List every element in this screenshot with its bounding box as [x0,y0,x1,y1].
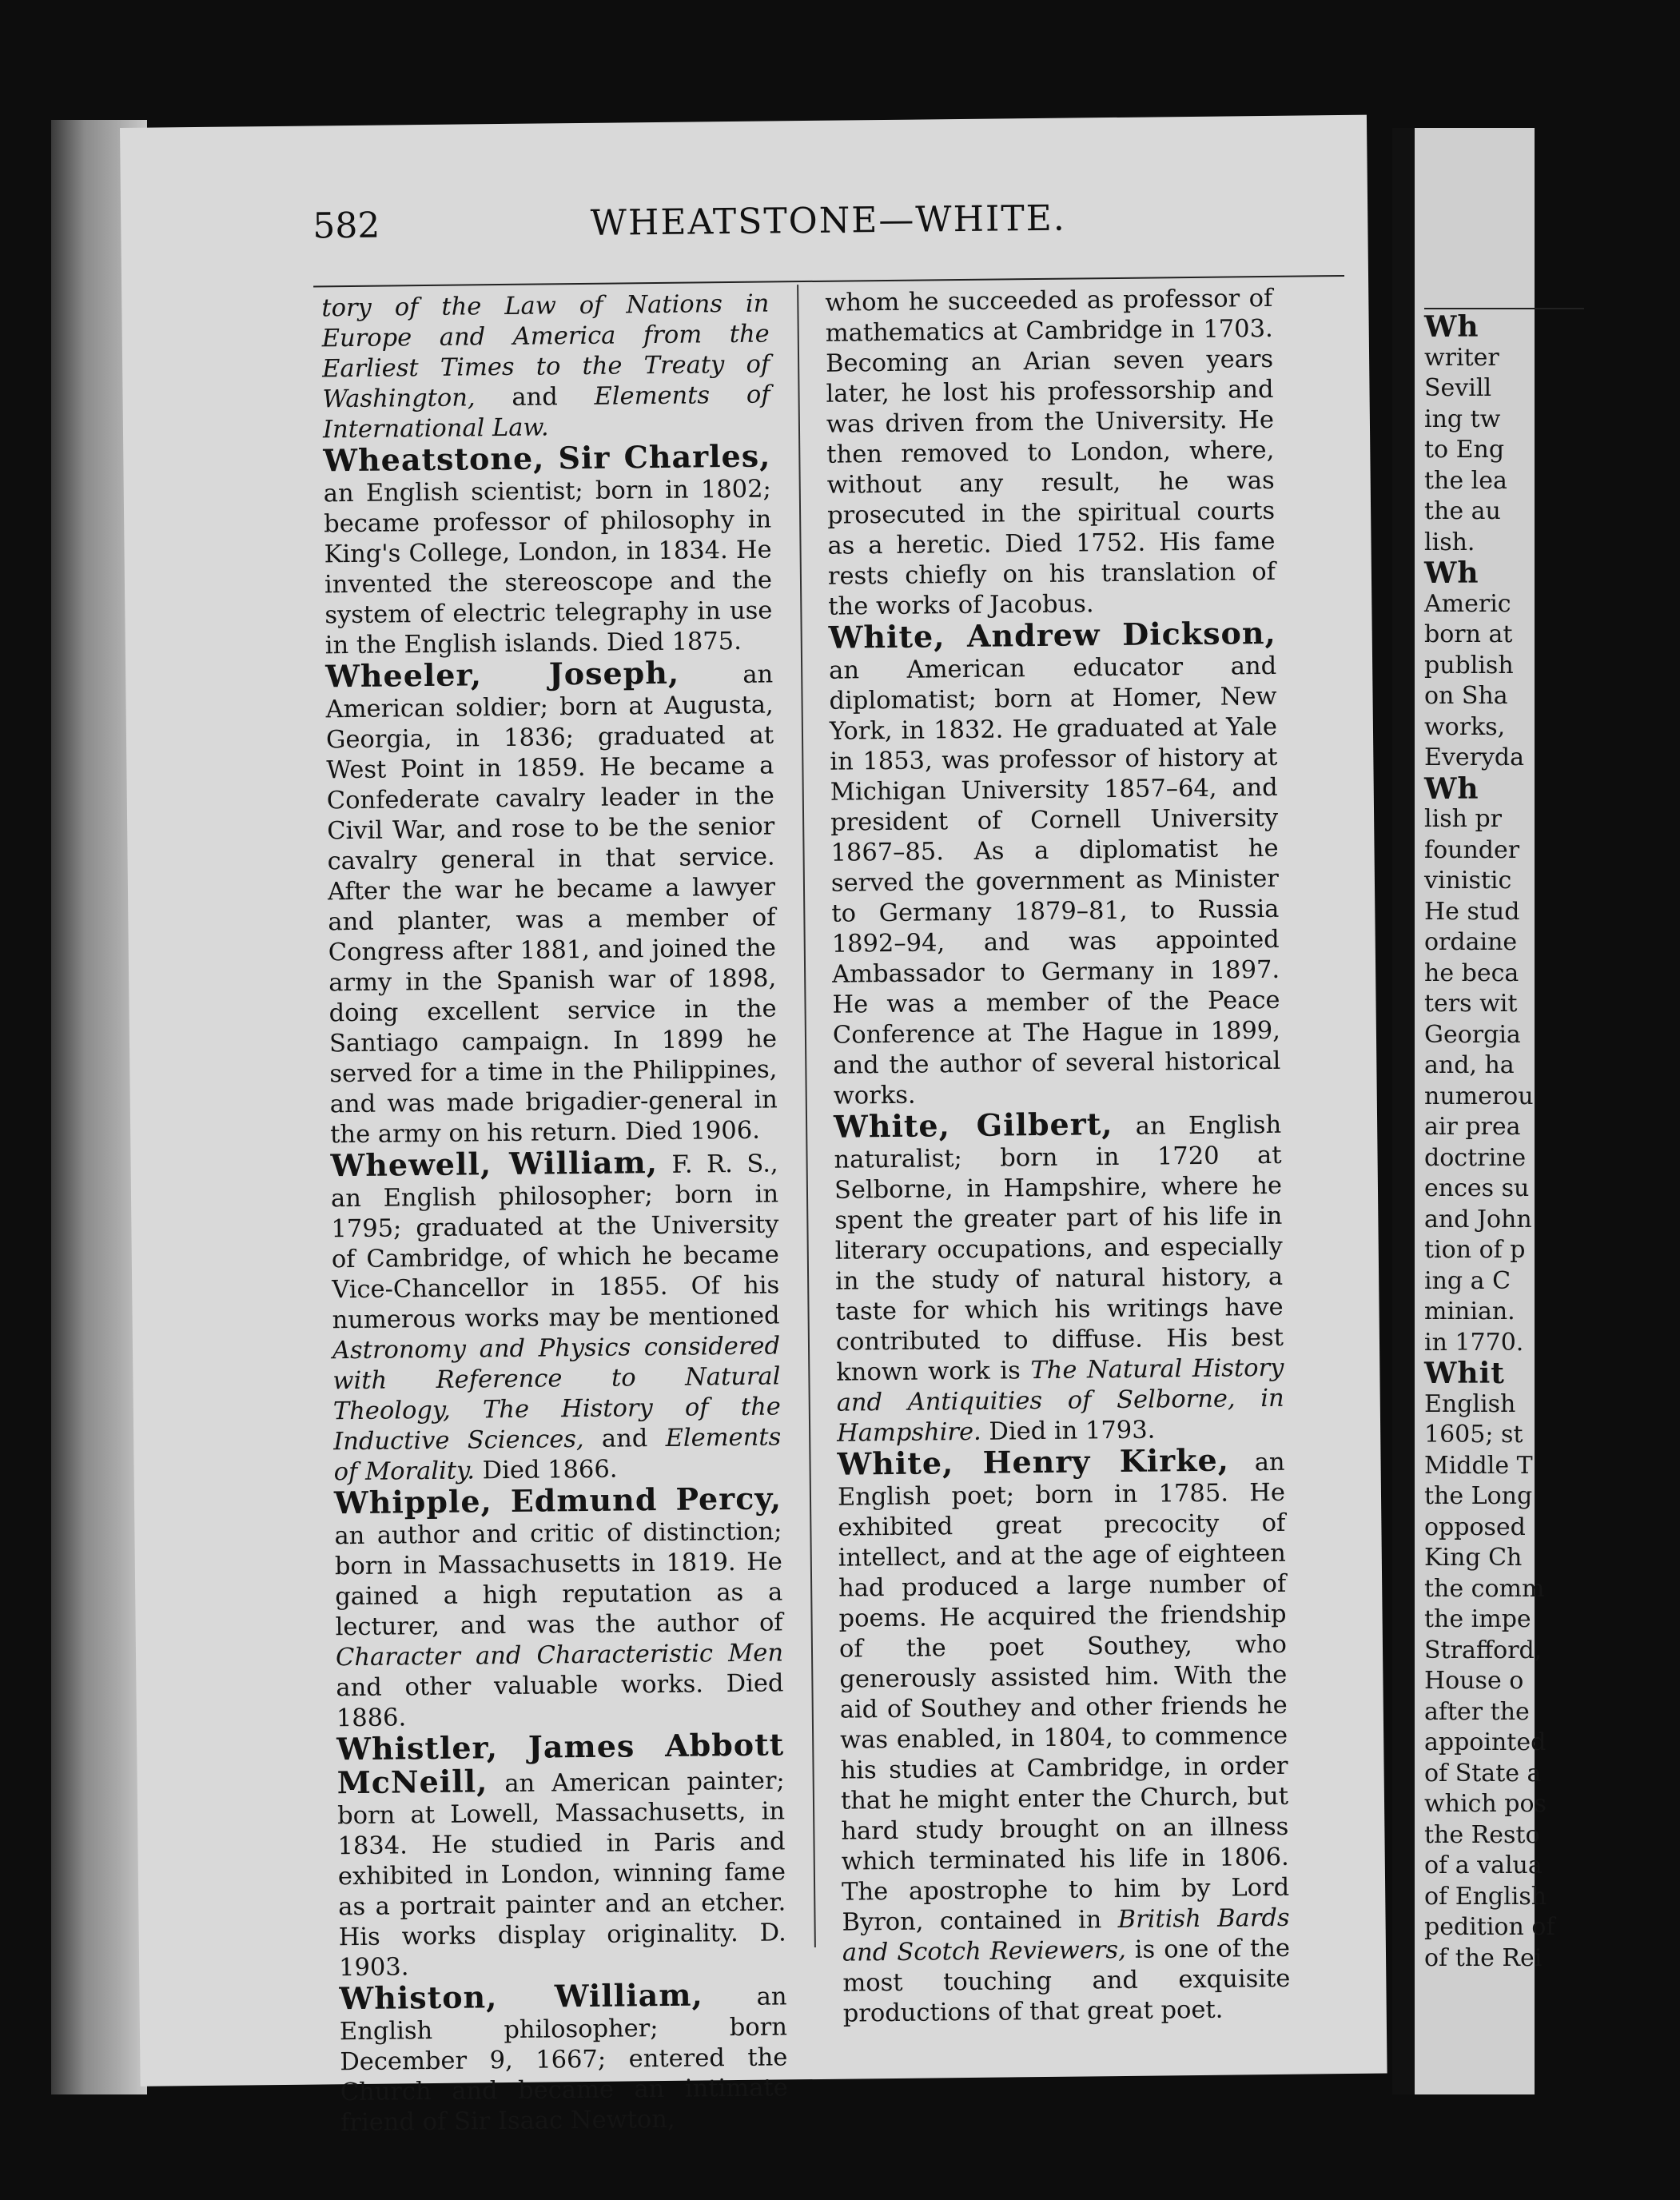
headword: White, Henry Kirke, [837,1441,1230,1482]
italic-title: British Bards and Scotch Reviewers, [842,1903,1290,1967]
adjacent-line: after the [1424,1697,1530,1726]
italic-title: tory of the Law of Nations in Europe and America from the Earliest Times to the Treaty of Washington, [321,289,770,414]
entry-text: an English naturalist; born in 1720 at Selborne, in Hampshire, where he spent the greater part of his life in literary occupations, and especially in the study of natural history, a taste for which his writings have contributed to diffuse. His best known work is [834,1110,1284,1387]
adjacent-line: of a valua [1424,1851,1543,1879]
adjacent-line: House o [1424,1667,1524,1695]
adjacent-line: and, ha [1424,1051,1515,1079]
page-gutter [1392,128,1415,2094]
text: Died 1866. [474,1455,618,1485]
adjacent-line: Wh [1424,310,1479,344]
text: Died in 1793. [981,1416,1156,1446]
adjacent-line: doctrine [1424,1143,1527,1172]
right-column [825,284,1291,2030]
adjacent-line: the Long [1424,1482,1533,1510]
column-divider [797,285,816,1947]
headword: White, Andrew Dickson, [828,614,1276,656]
adjacent-header-rule [1424,308,1584,309]
adjacent-line: Sevill [1424,374,1492,402]
adjacent-line: Strafford, [1424,1636,1543,1664]
adjacent-line: numerou [1424,1082,1534,1110]
adjacent-line: air prea [1424,1113,1521,1141]
adjacent-line: the au [1424,497,1501,525]
entry-text: whom he succeeded as professor of mathematics at Cambridge in 1703. Becoming an Arian seven years later, he lost his professorship and was driven from the University. He then removed to London, where, without any result, he was prosecuted in the spiritual courts as a heretic. Died 1752. His fame rests chiefly on his translation of the works of Jacobus. [825,284,1276,621]
entry-text: an English philosopher; born December 9, 1667; entered the Church and became an intimate friend of Sir Isaac Newton, [339,1983,788,2138]
headword: Wheatstone, Sir Charles, [323,437,771,479]
adjacent-line: English [1424,1389,1516,1418]
adjacent-line: Americ [1424,589,1511,618]
adjacent-line: tion of p [1424,1236,1526,1264]
entry-text: an American educator and diplomatist; born at Homer, New York, in 1832. He graduated at Yale in 1853, was professor of history at Michigan University 1857–64, and president of Cornell University 1867–85. As a diplomatist he served the government as Minister to Germany 1879–81, to Russia 1892–94, and was appointed Ambassador to Germany in 1897. He was a member of the Peace Conference at The Hague in 1899, and the author of several historical works. [828,652,1281,1110]
text: and other valuable works. Died 1886. [336,1669,784,1733]
adjacent-line: lish pr [1424,805,1502,833]
entry-wheeler [325,656,778,1150]
adjacent-line: writer [1424,343,1499,372]
adjacent-line: founder [1424,835,1520,864]
adjacent-line: the comm [1424,1574,1545,1603]
adjacent-line: ences su [1424,1174,1530,1202]
adjacent-line: of the Rei [1424,1943,1543,1972]
entry-wheatstone [323,437,773,661]
italic-title: Astronomy and Physics considered with Reference to Natural Theology, The History of the Inductive Sciences, [332,1332,781,1457]
adjacent-line: 1605; st [1424,1421,1523,1449]
entry-white-gilbert [834,1107,1284,1449]
text: and [475,382,595,412]
adjacent-line: born at [1424,620,1513,648]
adjacent-line: which pos [1424,1790,1547,1818]
entry-text: an English poet; born in 1785. He exhibited great precocity of intellect, and at the age of eighteen had produced a large number of poems. He acquired the friendship of the poet Southey, who generously assisted him. With the aid of Southey and other friends he was enabled, in 1804, to commence his studies at Cambridge, in order that he might enter the Church, but hard study brought on an illness which terminated his life in 1806. The apostrophe to him by Lord Byron, contained in [837,1448,1290,1937]
adjacent-line: vinistic [1424,867,1512,895]
adjacent-line: to Eng [1424,436,1505,464]
italic-title: The Natural History and Antiquities of Selborne, in Hampshire. [836,1353,1284,1448]
text: and [583,1424,666,1454]
adjacent-line: on Sha [1424,682,1508,710]
headword: Whipple, Edmund Percy, [333,1480,782,1521]
headword: White, Gilbert, [833,1106,1113,1145]
adjacent-line: ters wit [1424,990,1518,1018]
adjacent-line: of State a [1424,1759,1542,1788]
entry-text: an author and critic of distinction; born in Massachusetts in 1819. He gained a high reputation as a lecturer, and was the author of [334,1517,783,1642]
text: is one of the most touching and exquisite productions of that great poet. [842,1934,1291,2028]
adjacent-line: Wh [1424,771,1479,806]
adjacent-line: publish [1424,651,1514,680]
adjacent-line: Wh [1424,556,1479,590]
running-head: WHEATSTONE—WHITE. [590,197,1067,244]
headword: Whistler, James Abbott McNeill, [336,1726,785,1801]
entry-text: an American soldier; born at Augusta, Georgia, in 1836; graduated at West Point in 1859. He became a Confederate cavalry leader in the Civil War, and rose to be the senior cavalry general in that service. After the war he became a lawyer and planter, was a member of Congress after 1881, and joined the army in the Spanish war of 1898, doing excellent service in the Santiago campaign. In 1899 he served for a time in the Philippines, and was made brigadier-general in the army on his return. Died 1906. [325,660,778,1150]
entry-whewell [330,1146,781,1488]
headword: Wheeler, Joseph, [324,654,680,695]
adjacent-line: the Resto [1424,1820,1540,1849]
adjacent-line: he beca [1424,959,1519,987]
adjacent-page-text [1424,312,1680,1974]
entry-whistler [336,1726,786,1983]
adjacent-line: appointed [1424,1728,1547,1756]
adjacent-line: in 1770. [1424,1328,1524,1357]
adjacent-line: Everyda [1424,743,1524,771]
adjacent-line: Whit [1424,1357,1505,1390]
entry-text: F. R. S., an English philosopher; born in 1795; graduated at the University of Cambridge, of which he became Vice-Chancellor in 1855. Of his numerous works may be mentioned [330,1150,780,1335]
adjacent-line: opposed [1424,1512,1526,1541]
italic-title: Elements of International Law. [322,381,770,444]
entry-whipple [333,1480,784,1734]
adjacent-line: the lea [1424,466,1507,495]
adjacent-line: He stud [1424,897,1520,926]
entry-whiston [339,1976,788,2138]
adjacent-line: minian. [1424,1297,1515,1325]
entry-white-andrew [828,614,1281,1112]
adjacent-line: the impe [1424,1605,1531,1633]
entry-white-henry [837,1441,1291,2030]
adjacent-line: ing tw [1424,405,1501,433]
page-number: 582 [313,205,380,247]
adjacent-line: pedition of [1424,1913,1555,1941]
page-header [313,195,1344,254]
left-column [321,289,788,2139]
italic-title: Elements of Morality. [333,1423,782,1487]
adjacent-line: ordaine [1424,928,1518,956]
adjacent-line: and John [1424,1205,1532,1234]
entry-text: an English scientist; born in 1802; became professor of philosophy in King's College, London, in 1834. He invented the stereoscope and the system of electric telegraphy in use in the English islands. Died 1875. [323,475,773,660]
headword: Whiston, William, [339,1976,703,2017]
adjacent-line: of English [1424,1882,1547,1911]
adjacent-page [1392,128,1555,2094]
entry-continuation [321,289,770,446]
headword: Whewell, William, [330,1144,659,1184]
italic-title: Character and Characteristic Men [335,1639,784,1672]
adjacent-line: Middle T [1424,1451,1533,1480]
adjacent-line: Georgia [1424,1020,1521,1049]
adjacent-line: works, [1424,712,1506,741]
entry-continuation [825,284,1276,623]
adjacent-line: lish. [1424,528,1475,556]
book-page [120,115,1387,2138]
entry-text: an American painter; born at Lowell, Massachusetts, in 1834. He studied in Paris and exhibited in London, winning fame as a portrait painter and an etcher. His works display originality. D. 1903. [336,1767,786,1983]
adjacent-line: ing a C [1424,1266,1511,1295]
adjacent-line: King Ch [1424,1544,1523,1572]
